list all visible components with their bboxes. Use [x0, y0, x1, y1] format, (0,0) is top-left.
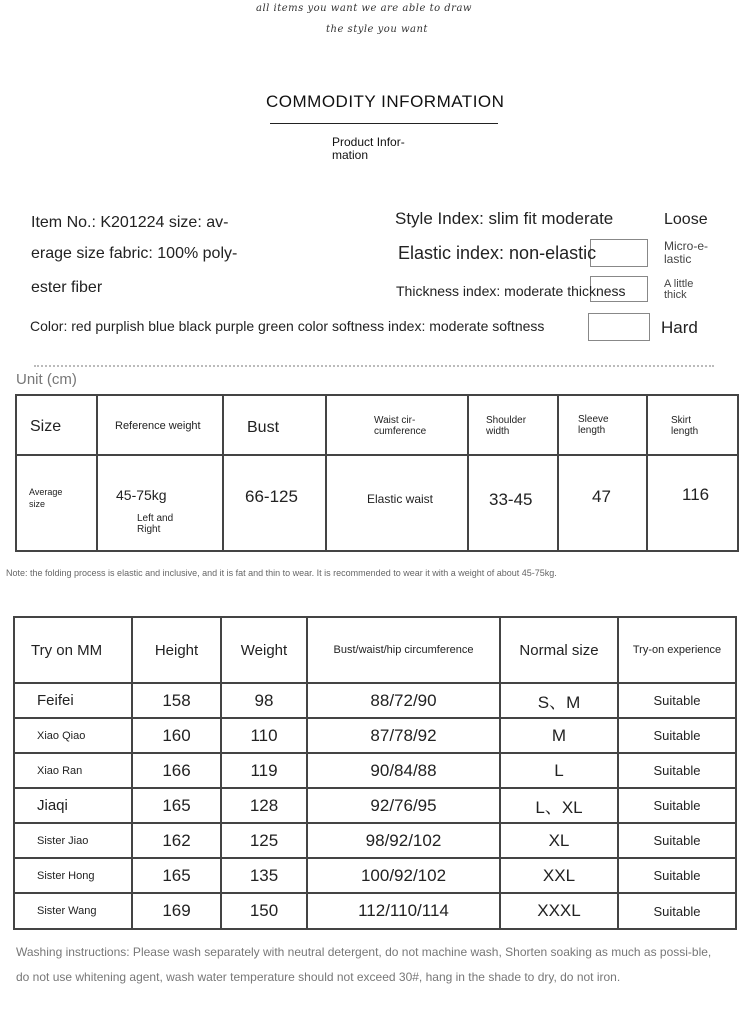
header-normal-size: Normal size	[500, 617, 618, 683]
row-height: 166	[132, 753, 221, 788]
table-row	[14, 753, 736, 788]
row-weight: 125	[221, 823, 307, 858]
style-index: Style Index: slim fit moderate	[395, 209, 614, 228]
row-size: M	[500, 718, 618, 753]
row-bwh: 92/76/95	[307, 788, 500, 823]
row-bwh: 98/92/102	[307, 823, 500, 858]
row-height: 169	[132, 893, 221, 929]
row-weight: 110	[221, 718, 307, 753]
row-height: 162	[132, 823, 221, 858]
size-table-header	[16, 395, 738, 455]
table-row	[14, 893, 736, 929]
item-line-1: Item No.: K201224 size: av-	[31, 214, 229, 231]
row-height: 165	[132, 788, 221, 823]
header-sleeve: Sleeve length	[578, 414, 609, 436]
thickness-index: Thickness index: moderate thickness	[396, 283, 626, 299]
shoulder-value: 33-45	[489, 490, 533, 509]
row-name: Xiao Qiao	[14, 718, 132, 753]
row-bwh: 87/78/92	[307, 718, 500, 753]
row-weight: 135	[221, 858, 307, 893]
tryon-table	[13, 616, 737, 930]
table-row	[14, 858, 736, 893]
micro-elastic-label: Micro-e-lastic	[664, 239, 708, 266]
row-name: Sister Jiao	[14, 823, 132, 858]
style-loose-label: Loose	[664, 211, 708, 228]
header-height: Height	[132, 617, 221, 683]
row-height: 158	[132, 683, 221, 718]
table-row	[14, 683, 736, 718]
page-title: COMMODITY INFORMATION	[266, 92, 505, 111]
table-row	[14, 823, 736, 858]
hard-label: Hard	[661, 318, 698, 337]
header-reference-weight: Reference weight	[115, 420, 201, 432]
page-subtitle: Product Infor-mation	[332, 135, 405, 162]
row-experience: Suitable	[618, 893, 736, 929]
row-size: XXL	[500, 858, 618, 893]
row-weight: 119	[221, 753, 307, 788]
script-tagline-1: all items you want we are able to draw	[256, 3, 472, 14]
row-name: Sister Wang	[14, 893, 132, 929]
row-weight: 128	[221, 788, 307, 823]
header-size: Size	[30, 418, 62, 435]
header-shoulder: Shoulder width	[486, 415, 527, 437]
title-underline	[270, 123, 498, 124]
row-experience: Suitable	[618, 683, 736, 718]
row-name: Feifei	[14, 683, 132, 718]
row-experience: Suitable	[618, 823, 736, 858]
header-bwh: Bust/waist/hip circumference	[307, 617, 500, 683]
row-bwh: 112/110/114	[307, 893, 500, 929]
row-experience: Suitable	[618, 753, 736, 788]
row-bwh: 90/84/88	[307, 753, 500, 788]
header-waist: Waist cir-cumference	[374, 415, 427, 437]
elastic-index: Elastic index: non-elastic	[398, 243, 597, 263]
row-weight: 98	[221, 683, 307, 718]
size-note: Note: the folding process is elastic and inclusive, and it is fat and thin to wear. It is recommended to wear it with a weight of about 45-75kg.	[6, 568, 557, 578]
row-experience: Suitable	[618, 788, 736, 823]
little-thick-label: A little thick	[664, 278, 694, 301]
row-size: L	[500, 753, 618, 788]
row-weight: 150	[221, 893, 307, 929]
row-bwh: 88/72/90	[307, 683, 500, 718]
row-size: L、XL	[500, 788, 618, 823]
bust-value: 66-125	[245, 487, 298, 506]
table-row	[14, 788, 736, 823]
item-line-2: erage size fabric: 100% poly-	[31, 245, 238, 262]
header-skirt: Skirt length	[671, 415, 699, 437]
size-table	[15, 394, 739, 552]
header-bust: Bust	[247, 419, 280, 436]
row-height: 165	[132, 858, 221, 893]
weight-note: Left and Right	[137, 513, 174, 535]
header-try-on-experience: Try-on experience	[618, 617, 736, 683]
color-softness-line: Color: red purplish blue black purple green color softness index: moderate softness	[30, 318, 545, 334]
unit-label: Unit (cm)	[16, 371, 77, 388]
row-size: XL	[500, 823, 618, 858]
softness-box	[588, 313, 650, 341]
skirt-value: 116	[682, 485, 710, 504]
row-bwh: 100/92/102	[307, 858, 500, 893]
waist-value: Elastic waist	[367, 492, 434, 506]
tryon-header	[14, 617, 736, 683]
sleeve-value: 47	[592, 487, 611, 506]
row-size: S、M	[500, 683, 618, 718]
weight-value: 45-75kg	[116, 487, 167, 503]
row-height: 160	[132, 718, 221, 753]
row-experience: Suitable	[618, 858, 736, 893]
size-value: Average size	[29, 487, 63, 509]
item-line-3: ester fiber	[31, 279, 103, 296]
row-size: XXXL	[500, 893, 618, 929]
row-name: Xiao Ran	[14, 753, 132, 788]
script-tagline-2: the style you want	[326, 24, 428, 35]
row-name: Jiaqi	[14, 788, 132, 823]
divider	[34, 365, 714, 367]
washing-instructions: Washing instructions: Please wash separately with neutral detergent, do not machine wash, Shorten soaking as much as possi-ble, do not use whitening agent, wash water temperature should not exceed 30#, hang in the shade to dry, do not iron.	[16, 945, 712, 984]
row-name: Sister Hong	[14, 858, 132, 893]
row-experience: Suitable	[618, 718, 736, 753]
size-table-row	[16, 455, 738, 551]
elastic-box	[590, 239, 648, 267]
header-try-on-mm: Try on MM	[14, 617, 132, 683]
table-row	[14, 718, 736, 753]
header-weight: Weight	[221, 617, 307, 683]
